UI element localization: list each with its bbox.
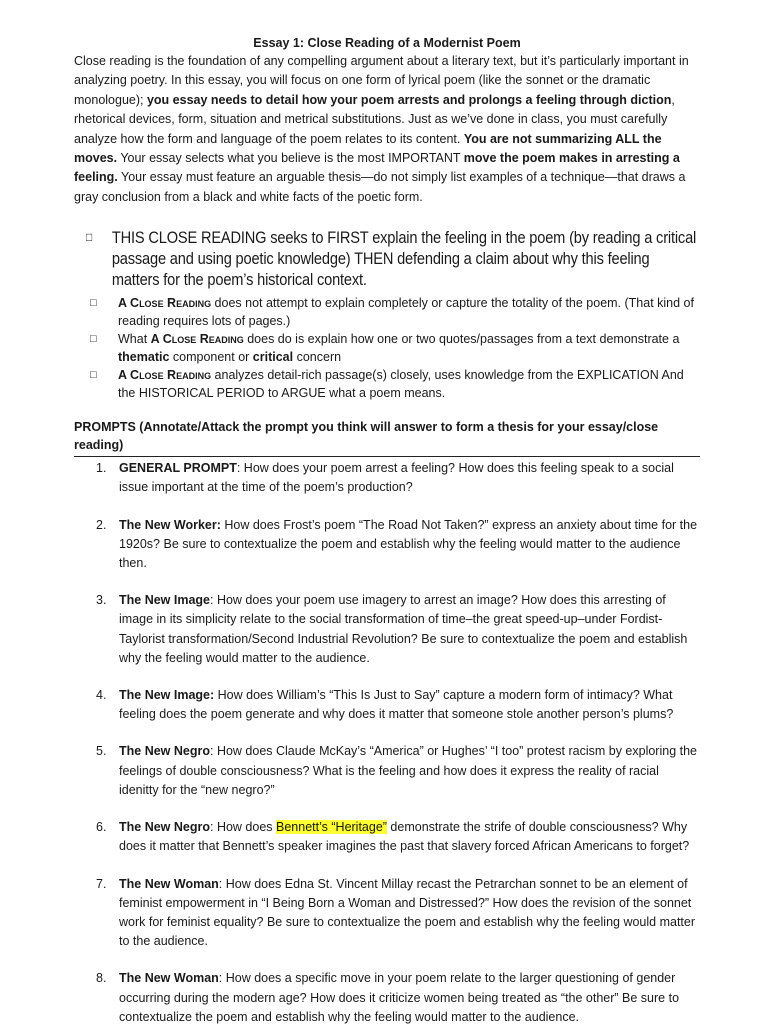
- prompt-label: The New Woman: [119, 971, 219, 986]
- prompt-text: : How does your poem use imagery to arrest an image? How does this arresting of image in its simplicity relate to the social transformation of time–the great speed-up–under Fordist-Taylorist transformation/Second Industrial Revolution? Be sure to contextualize the poem and establish why the feeling would matter to the audience.: [119, 593, 688, 665]
- prompt-label: The New Worker:: [119, 517, 221, 532]
- document-page: [74, 34, 700, 1027]
- bullet-text: analyzes detail-rich passage(s) closely, uses knowledge from the EXPLICATION And the HISTORICAL PERIOD to ARGUE what a poem means.: [118, 368, 684, 401]
- prompt-text: : How does your poem arrest a feeling? How does this feeling speak to a social issue important at the time of the poem’s production?: [119, 461, 674, 495]
- checkbox-icon: □: [90, 369, 97, 382]
- bullet-text: does not attempt to explain completely or capture the totality of the poem. (That kind of reading requires lots of pages.): [118, 296, 694, 329]
- essay-title: Essay 1: Close Reading of a Modernist Poem: [253, 36, 521, 50]
- intro-text-1: Close reading is the foundation of any compelling argument about a literary text, but it’s particularly important in analyzing poetry. In this essay, you will focus on one form of lyrical poem (like the sonnet or the dramatic monologue);: [74, 54, 689, 107]
- intro-text-4: Your essay must feature an arguable thesis—do not simply list examples of a technique—that draws a gray conclusion from a black and white facts of the poetic form.: [74, 170, 686, 204]
- prompt-item: [74, 591, 700, 668]
- prompt-text: : How does Edna St. Vincent Millay recast the Petrarchan sonnet to be an element of feminist empowerment in “I Being Born a Woman and Distressed?” How does the revision of the sonnet work for feminist equality? Be sure to contextualize the poem and establish why the feeling would matter to the audience.: [119, 876, 696, 949]
- small-caps-term: A Close Reading: [118, 296, 212, 311]
- intro-text-2: , rhetorical devices, form, situation and metrical substitutions. Just as we’ve done in class, you must carefully analyze how the form and language of the poem relates to its content.: [74, 92, 675, 146]
- intro-bold-3: move the poem makes in arresting a feeling.: [74, 151, 680, 185]
- intro-bold-2: You are not summarizing ALL the moves.: [74, 131, 662, 166]
- prompt-text: demonstrate the strife of double consciousness? Why does it matter that Bennett’s speaker imagines the past that slavery forced African Americans to forget?: [119, 820, 690, 854]
- small-caps-term: A Close Reading: [118, 368, 212, 383]
- prompt-number: 8.: [96, 971, 107, 986]
- close-reading-definition: [74, 227, 697, 290]
- bullet-item: [74, 294, 700, 330]
- prompt-item: [74, 969, 700, 1027]
- bold-term: critical: [252, 350, 294, 365]
- checkbox-icon: □: [86, 230, 93, 245]
- close-reading-summary: [74, 227, 700, 290]
- prompt-number: 2.: [96, 517, 107, 532]
- prompt-text: : How does a specific move in your poem relate to the larger questioning of gender occurring during the modern age? How does it criticize women being treated as “the other” Be sure to contextualize the poem and establish why the feeling would matter to the audience.: [119, 971, 680, 1024]
- close-reading-bullets: [74, 294, 700, 402]
- prompt-text: : How does: [210, 820, 277, 835]
- prompt-label: The New Image: [119, 593, 210, 608]
- prompt-item: [74, 686, 700, 724]
- prompt-number: 7.: [96, 876, 107, 891]
- intro-text-3: Your essay selects what you believe is the most IMPORTANT: [117, 151, 464, 166]
- intro-paragraph: [74, 52, 700, 207]
- prompt-label: The New Negro: [119, 744, 210, 759]
- prompt-number: 1.: [96, 461, 107, 476]
- bold-term: thematic: [118, 350, 170, 365]
- checkbox-icon: □: [90, 333, 97, 346]
- prompt-number: 4.: [96, 688, 107, 703]
- prompt-item: [74, 459, 700, 497]
- bullet-text: component or: [169, 350, 253, 365]
- highlighted-title: Bennett’s “Heritage”: [276, 820, 387, 835]
- prompt-text: How does Frost’s poem “The Road Not Taken?” express an anxiety about time for the 1920s? Be sure to contextualize the poem and establish why the feeling would matter to the audience then.: [119, 517, 698, 571]
- bullet-text: What: [118, 332, 151, 347]
- prompt-number: 3.: [96, 593, 107, 608]
- small-caps-term: A Close Reading: [150, 332, 244, 347]
- prompt-number: 5.: [96, 744, 107, 759]
- bullet-text: concern: [293, 350, 342, 365]
- prompt-label: The New Negro: [119, 820, 210, 835]
- prompt-item: [74, 818, 700, 856]
- bullet-item: [74, 366, 700, 402]
- prompt-item: [74, 875, 700, 952]
- prompt-label: GENERAL PROMPT: [119, 461, 237, 476]
- intro-bold-1: you essay needs to detail how your poem arrests and prolongs a feeling through diction: [146, 92, 672, 107]
- bullet-item: [74, 330, 700, 366]
- checkbox-icon: □: [90, 297, 97, 310]
- prompt-label: The New Image:: [119, 688, 215, 703]
- prompt-item: [74, 742, 700, 800]
- prompt-number: 6.: [96, 820, 107, 835]
- prompts-list: [74, 459, 700, 1027]
- prompt-item: [74, 516, 700, 574]
- prompt-label: The New Woman: [119, 876, 219, 891]
- bullet-text: does do is explain how one or two quotes/passages from a text demonstrate a: [243, 332, 680, 347]
- prompts-heading: PROMPTS (Annotate/Attack the prompt you think will answer to form a thesis for your essay/close reading): [74, 418, 700, 457]
- prompt-text: How does William’s “This Is Just to Say” capture a modern form of intimacy? What feeling does the poem generate and why does it matter that someone stole another person’s plums?: [119, 688, 674, 722]
- prompt-text: : How does Claude McKay’s “America” or Hughes’ “I too” protest racism by exploring the feelings of double consciousness? What is the feeling and how does it express the reality of racial idenitty for the “new negro?”: [119, 744, 697, 797]
- big-item-text: THIS CLOSE READING seeks to FIRST explain the feeling in the poem (by reading a critical passage and using poetic knowledge) THEN defending a claim about why this feeling matters for the poem’s historical context.: [111, 228, 697, 290]
